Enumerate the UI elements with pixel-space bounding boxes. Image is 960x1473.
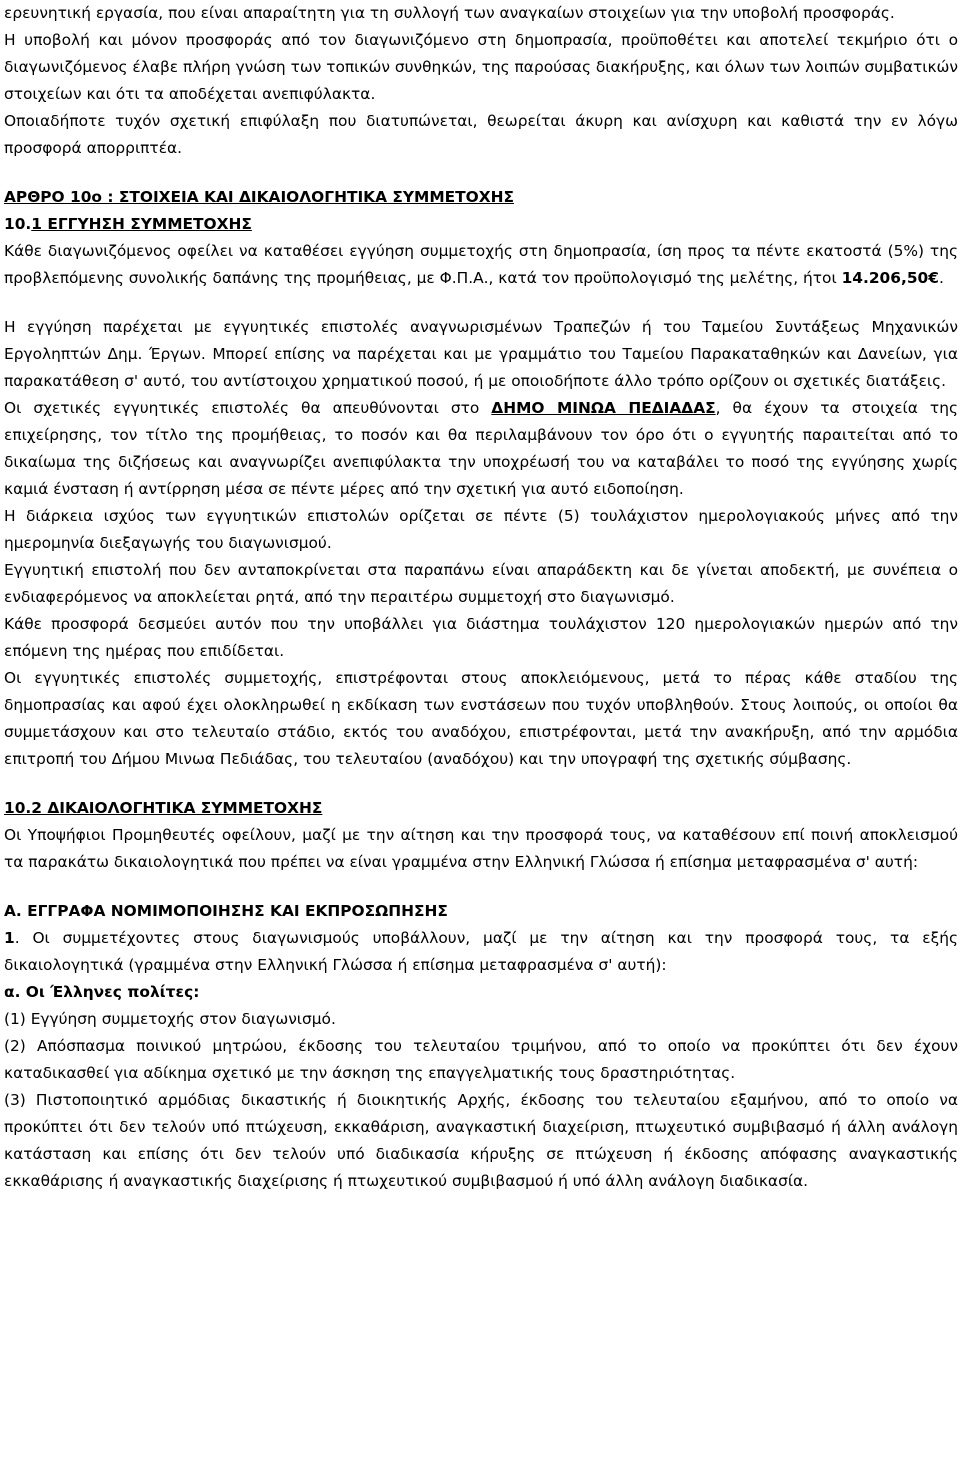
municipality-name: ΔΗΜΟ ΜΙΝΩΑ ΠΕΔΙΑΔΑΣ [491, 399, 716, 417]
item-1-number: 1 [4, 929, 15, 947]
spacer [4, 162, 958, 184]
intro-paragraph-2: Η υποβολή και μόνον προσφοράς από τον διαγωνιζόμενο στη δημοπρασία, προϋποθέτει και αποτελεί τεκμήριο ότι ο διαγωνιζόμενος έλαβε πλήρη γνώση των τοπικών συνθηκών, της παρούσας διακήρυξης, και όλων των λοιπών συμβατικών στοιχείων και ότι τα αποδέχεται ανεπιφύλακτα. [4, 31, 958, 103]
section-10-1-paragraph-2: Η εγγύηση παρέχεται με εγγυητικές επιστολές αναγνωρισμένων Τραπεζών ή του Ταμείου Συντάξεως Μηχανικών Εργοληπτών Δημ. Έργων. Μπορεί επίσης να παρέχεται και με γραμμάτιο του Ταμείου Παρακαταθηκών και Δανείων, για παρακατάθεση σ' αυτό, του αντίστοιχου χρηματικού ποσού, ή με οποιοδήποτε άλλο τρόπο ορίζουν οι σχετικές διατάξεις. [4, 318, 958, 390]
section-10-1-paragraph-6: Κάθε προσφορά δεσμεύει αυτόν που την υποβάλλει για διάστημα τουλάχιστον 120 ημερολογιακών ημερών από την επόμενη της ημέρας που επιδίδεται. [4, 615, 958, 660]
greek-citizens-subheading: α. Οι Έλληνες πολίτες: [4, 983, 200, 1001]
guarantee-text: Κάθε διαγωνιζόμενος οφείλει να καταθέσει εγγύηση συμμετοχής στη δημοπρασία, ίση προς τα πέντε εκατοστά (5%) της προβλεπόμενης συνολικής δαπάνης της προμήθειας, με Φ.Π.Α., κατά τον προϋπολογισμό της μελέτης, ήτοι [4, 242, 958, 287]
section-10-1-paragraph-4: Η διάρκεια ισχύος των εγγυητικών επιστολών ορίζεται σε πέντε (5) τουλάχιστον ημερολογιακούς μήνες από την ημερομηνία διεξαγωγής του διαγωνισμού. [4, 507, 958, 552]
spacer [4, 292, 958, 314]
spacer [4, 876, 958, 898]
section-10-1-paragraph-1 [4, 238, 958, 292]
section-10-1-paragraph-5: Εγγυητική επιστολή που δεν ανταποκρίνεται στα παραπάνω είναι απαράδεκτη και δε γίνεται αποδεκτή, με συνέπεια ο ενδιαφερόμενος να αποκλείεται ρητά, από την περαιτέρω συμμετοχή στο διαγωνισμό. [4, 561, 958, 606]
section-10-1-paragraph-7: Οι εγγυητικές επιστολές συμμετοχής, επιστρέφονται στους αποκλειόμενους, μετά το πέρας κάθε σταδίου της δημοπρασίας και αφού έχει ολοκληρωθεί η εκδίκαση των ενστάσεων που τυχόν υποβληθούν. Στους λοιπούς, οι οποίοι θα συμμετάσχουν και στο τελευταίο στάδιο, εκτός του αναδόχου, επιστρέφονται, μετά την ανακήρυξη, από την αρμόδια επιτροπή του Δήμου Μινωα Πεδιάδας, του τελευταίου (αναδόχου) και την υπογραφή της σχετικής σύμβασης. [4, 669, 958, 768]
list-item-1: (1) Εγγύηση συμμετοχής στον διαγωνισμό. [4, 1010, 336, 1028]
intro-paragraph-3: Οποιαδήποτε τυχόν σχετική επιφύλαξη που διατυπώνεται, θεωρείται άκυρη και ανίσχυρη και καθιστά την εν λόγω προσφορά απορριπτέα. [4, 112, 958, 157]
letters-text-a: Οι σχετικές εγγυητικές επιστολές θα απευθύνονται στο [4, 399, 492, 417]
guarantee-amount: 14.206,50€ [841, 269, 939, 287]
section-10-2-paragraph-1: Οι Υποψήφιοι Προμηθευτές οφείλουν, μαζί με την αίτηση και την προσφορά τους, να καταθέσουν επί ποινή αποκλεισμού τα παρακάτω δικαιολογητικά που πρέπει να είναι γραμμένα στην Ελληνική Γλώσσα ή επίσημα μεταφρασμένα σ' αυτή: [4, 826, 958, 871]
article-10-title: ΑΡΘΡΟ 10ο : ΣΤΟΙΧΕΙΑ ΚΑΙ ΔΙΚΑΙΟΛΟΓΗΤΙΚΑ ΣΥΜΜΕΤΟΧΗΣ [4, 188, 515, 206]
section-10-1-title [4, 211, 958, 238]
list-item-2: (2) Απόσπασμα ποινικού μητρώου, έκδοσης του τελευταίου τριμήνου, από το οποίο να προκύπτει ότι δεν έχουν καταδικασθεί για αδίκημα σχετικό με την άσκηση της επαγγελματικής τους δραστηριότητας. [4, 1037, 958, 1082]
section-10-1-number: 10. [4, 215, 32, 233]
item-1-text: . Οι συμμετέχοντες στους διαγωνισμούς υποβάλλουν, μαζί με την αίτηση και την προσφορά τους, τα εξής δικαιολογητικά (γραμμένα στην Ελληνική Γλώσσα ή επίσημα μεταφρασμένα σ' αυτή): [4, 929, 958, 974]
letters-text-b: , θα έχουν τα στοιχεία της επιχείρησης, τον τίτλο της προμήθειας, το ποσόν και θα περιλαμβάνουν τον όρο ότι ο εγγυητής παραιτείται από το δικαίωμα της διζήσεως και αναγνωρίζει ανεπιφύλακτα την υποχρέωσή του να καταβάλει το ποσό της εγγύησης χωρίς καμιά ένσταση ή αντίρρηση μέσα σε πέντε μέρες από την σχετική για αυτό ειδοποίηση. [4, 399, 958, 498]
section-10-1-paragraph-3 [4, 395, 958, 503]
section-a-title: Α. ΕΓΓΡΑΦΑ ΝΟΜΙΜΟΠΟΙΗΣΗΣ ΚΑΙ ΕΚΠΡΟΣΩΠΗΣΗΣ [4, 902, 448, 920]
section-a-item-1 [4, 925, 958, 979]
intro-paragraph-1: ερευνητική εργασία, που είναι απαραίτητη για τη συλλογή των αναγκαίων στοιχείων για την υποβολή προσφοράς. [4, 4, 895, 22]
spacer [4, 773, 958, 795]
section-10-2-title: 10.2 ΔΙΚΑΙΟΛΟΓΗΤΙΚΑ ΣΥΜΜΕΤΟΧΗΣ [4, 799, 323, 817]
section-10-1-title-text: 1 ΕΓΓΥΗΣΗ ΣΥΜΜΕΤΟΧΗΣ [31, 215, 252, 233]
guarantee-text-end: . [938, 269, 944, 287]
list-item-3: (3) Πιστοποιητικό αρμόδιας δικαστικής ή διοικητικής Αρχής, έκδοσης του τελευταίου εξαμήνου, από το οποίο να προκύπτει ότι δεν τελούν υπό πτώχευση, εκκαθάριση, αναγκαστική διαχείριση, πτωχευτικό συμβιβασμό ή άλλη ανάλογη κατάσταση και επίσης ότι δεν τελούν υπό διαδικασία κήρυξης σε πτώχευση ή έκδοσης απόφασης αναγκαστικής εκκαθάρισης ή αναγκαστικής διαχείρισης ή πτωχευτικού συμβιβασμού ή υπό άλλη ανάλογη διαδικασία. [4, 1091, 958, 1190]
